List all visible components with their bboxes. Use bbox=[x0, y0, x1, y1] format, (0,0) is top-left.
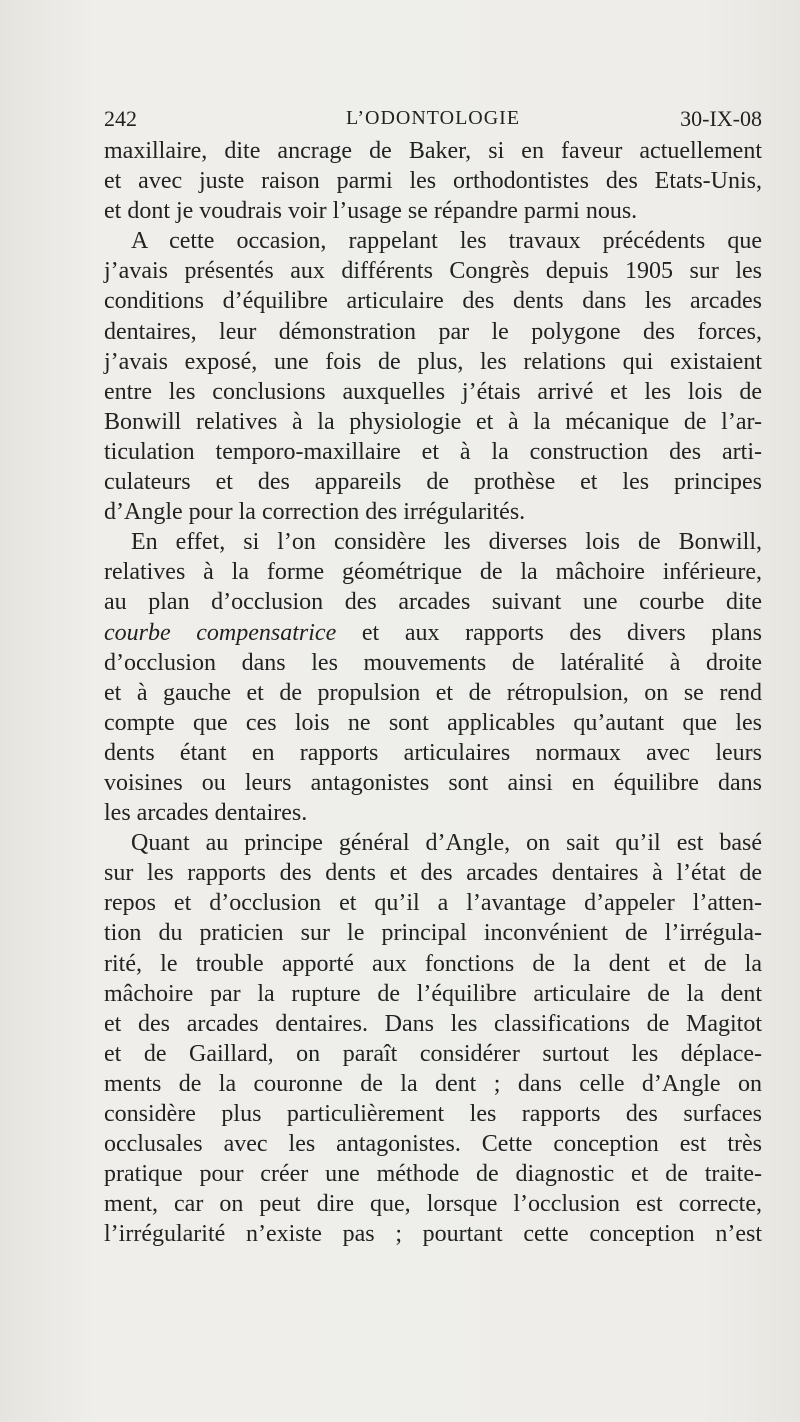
text-line: ment, car on peut dire que, lorsque l’occlusion est correcte, bbox=[104, 1191, 762, 1218]
text-line: les arcades dentaires. bbox=[104, 800, 308, 827]
text-line: considère plus particulièrement les rapports des surfaces bbox=[104, 1101, 762, 1127]
text-line: rité, le trouble apporté aux fonctions de la dent et de la bbox=[104, 950, 762, 977]
text-line: culateurs et des appareils de prothèse et les principes bbox=[104, 469, 762, 496]
text-line: mâchoire par la rupture de l’équilibre articulaire de la dent bbox=[104, 980, 762, 1007]
text-line: et de Gaillard, on paraît considérer surtout les déplace- bbox=[104, 1040, 762, 1067]
text-line-with-italic bbox=[104, 618, 762, 648]
paragraph-first-line: En effet, si l’on considère les diverses lois de Bonwill, bbox=[131, 529, 762, 556]
text-line: et à gauche et de propulsion et de rétropulsion, on se rend bbox=[104, 679, 762, 706]
text-line: occlusales avec les antagonistes. Cette conception est très bbox=[104, 1131, 762, 1158]
running-title: L’ODONTOLOGIE bbox=[345, 107, 521, 129]
text-line: au plan d’occlusion des arcades suivant une courbe dite bbox=[104, 589, 762, 616]
text-line: sur les rapports des dents et des arcades dentaires à l’état de bbox=[104, 860, 762, 887]
italic-term: courbe compensatrice bbox=[104, 619, 337, 646]
text-line: et des arcades dentaires. Dans les classifications de Magitot bbox=[104, 1010, 762, 1037]
text-line: l’irrégularité n’existe pas ; pourtant cette conception n’est bbox=[104, 1221, 762, 1248]
text-line: compte que ces lois ne sont applicables qu’autant que les bbox=[104, 709, 762, 736]
text-line: repos et d’occlusion et qu’il a l’avantage d’appeler l’atten- bbox=[104, 890, 762, 917]
text-line: j’avais présentés aux différents Congrès depuis 1905 sur les bbox=[104, 258, 762, 285]
text-line: entre les conclusions auxquelles j’étais arrivé et les lois de bbox=[104, 378, 762, 405]
issue-date: 30-IX-08 bbox=[680, 106, 762, 131]
text-line: d’occlusion dans les mouvements de latéralité à droite bbox=[104, 649, 762, 676]
text-line: ticulation temporo-maxillaire et à la construction des arti- bbox=[104, 438, 762, 465]
text-line: d’Angle pour la correction des irrégularités. bbox=[104, 499, 526, 526]
text-line: et avec juste raison parmi les orthodontistes des Etats-Unis, bbox=[104, 168, 762, 195]
page-number: 242 bbox=[104, 106, 137, 131]
text-line: dents étant en rapports articulaires normaux avec leurs bbox=[104, 739, 762, 766]
page-header bbox=[104, 106, 762, 138]
text-line-rest: et aux rapports des divers plans bbox=[336, 619, 763, 646]
text-line: conditions d’équilibre articulaire des dents dans les arcades bbox=[104, 288, 762, 315]
text-line: pratique pour créer une méthode de diagnostic et de traite- bbox=[104, 1161, 762, 1188]
text-line: maxillaire, dite ancrage de Baker, si en faveur actuellement bbox=[104, 138, 762, 164]
text-line: voisines ou leurs antagonistes sont ainsi en équilibre dans bbox=[104, 769, 762, 796]
text-line: tion du praticien sur le principal inconvénient de l’irrégula- bbox=[104, 920, 762, 947]
text-line: et dont je voudrais voir l’usage se répandre parmi nous. bbox=[104, 198, 638, 225]
body-text bbox=[104, 136, 762, 1249]
paragraph-first-line: Quant au principe général d’Angle, on sait qu’il est basé bbox=[131, 830, 762, 857]
text-line: j’avais exposé, une fois de plus, les relations qui existaient bbox=[104, 348, 762, 375]
text-line: relatives à la forme géométrique de la mâchoire inférieure, bbox=[104, 559, 762, 586]
text-line: Bonwill relatives à la physiologie et à la mécanique de l’ar- bbox=[104, 408, 762, 435]
paragraph-first-line: A cette occasion, rappelant les travaux précédents que bbox=[131, 228, 762, 255]
text-line: dentaires, leur démonstration par le polygone des forces, bbox=[104, 318, 762, 345]
text-line: ments de la couronne de la dent ; dans celle d’Angle on bbox=[104, 1070, 762, 1097]
